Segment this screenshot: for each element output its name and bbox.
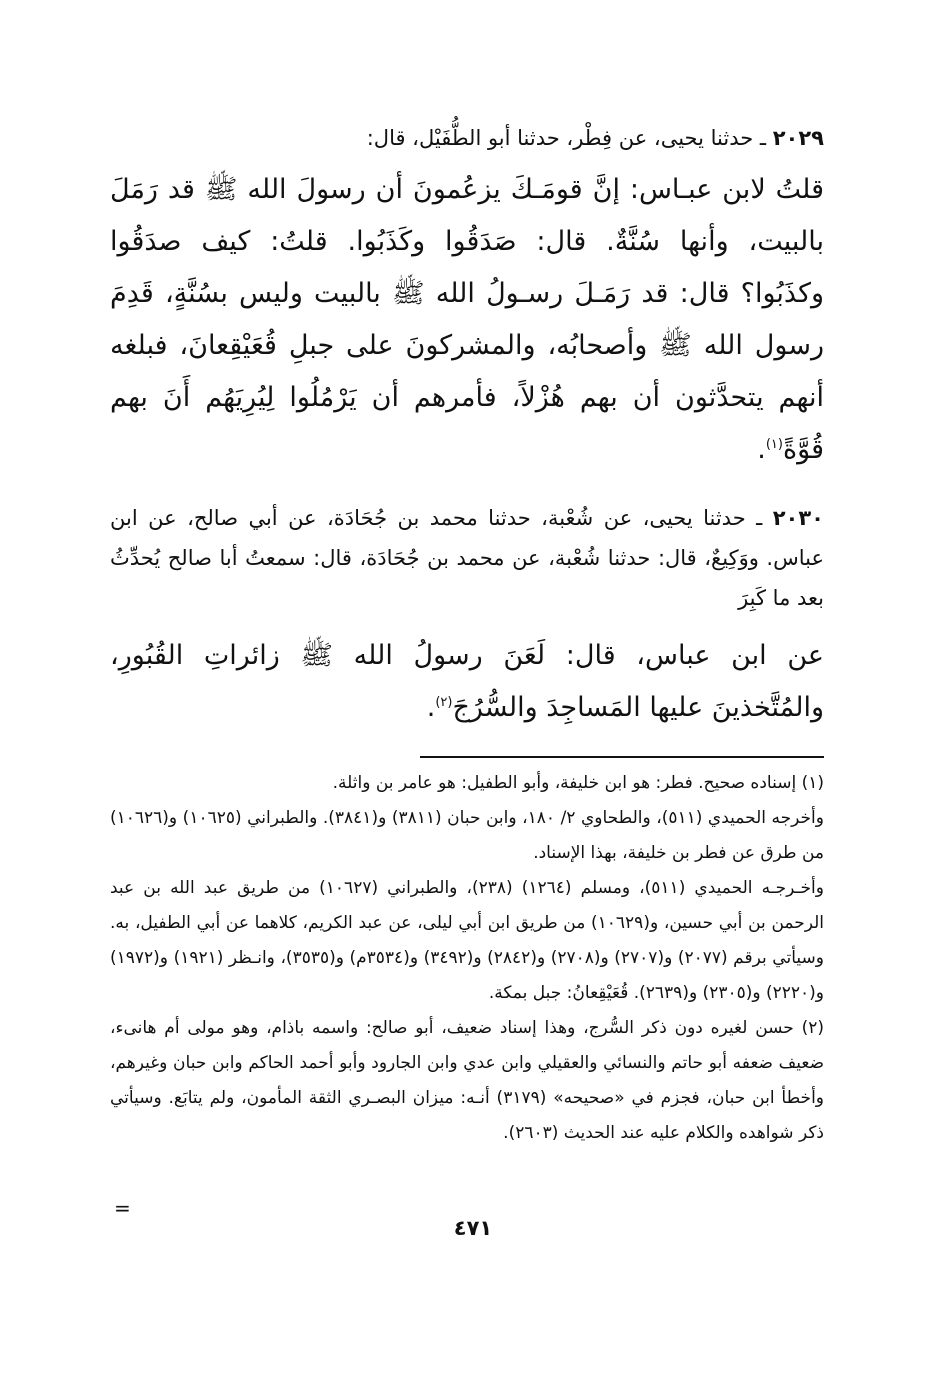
matn-text: عن ابن عباس، قال: لَعَنَ رسولُ الله ﷺ زائراتِ القُبُورِ، والمُتَّخذينَ عليها المَساجِدَ والسُّرُجَ [110,640,824,723]
page-body [110,118,824,1151]
hadith-2030-chain [110,498,824,618]
hadith-number: ٢٠٣٠ [772,506,824,530]
footnote-1-paragraph: وأخـرجـه الحميدي (٥١١)، ومسلم (١٢٦٤) (٢٣٨)، والطبراني (١٠٦٢٧) من طريق عبد الله بن عبد الرحمن بن أبي حسين، و(١٠٦٢٩) من طريق ابن أبي ليلى، عن عبد الكريم، كلاهما عن أبي الطفيل، به. وسيأتي برقم (٢٠٧٧) و(٢٧٠٧) و(٢٧٠٨) و(٢٨٤٢) و(٣٤٩٢) و(٣٥٣٤م) و(٣٥٣٥)، وانـظر (١٩٢١) و(١٩٧٢) و(٢٢٢٠) و(٢٣٠٥) و(٢٦٣٩). قُعَيْقِعانُ: جبل بمكة. [110,878,824,1003]
page-number: ٤٧١ [453,1216,493,1240]
matn-text: قلتُ لابن عبـاس: إنَّ قومَـكَ يزعُمونَ أن رسولَ الله ﷺ قد رَمَلَ بالبيت، وأنها سُنَّةٌ. قال: صَدَقُوا وكَذَبُوا. قلتُ: كيف صدَقُوا وكذَبُوا؟ قال: قد رَمَـلَ رسـولُ الله ﷺ بالبيت وليس بسُنَّةٍ، قَدِمَ رسول الله ﷺ وأصحابُه، والمشركونَ على جبلِ قُعَيْقِعانَ، فبلغه أنهم يتحدَّثون أن بهم هُزْلاً، فأمرهم أن يَرْمُلُوا لِيُرِيَهُم أَنَ بهم قُوَّةً [110,174,824,465]
hadith-2030-text [110,630,824,734]
hadith-number: ٢٠٢٩ [772,126,824,150]
footnote-2-paragraph: (٢) حسن لغيره دون ذكر السُّرج، وهذا إسناد ضعيف، أبو صالح: واسمه باذام، وهو مولى أم هانىء، ضعيف ضعفه أبو حاتم والنسائي والعقيلي وابن عدي وابن الجارود وأبو أحمد الحاكم وابن حبان وغيرهم، وأخطأ ابن حبان، فجزم في «صحيحه» (٣١٧٩) أنـه: ميزان البصـري الثقة المأمون، ولم يتابَع. وسيأتي ذكر شواهده والكلام عليه عند الحديث (٢٦٠٣). [110,1018,825,1143]
footnote-ref: (١) [765,437,783,452]
footnote-separator [420,756,824,758]
footnote-1-line: (١) إسناده صحيح. فطر: هو ابن خليفة، وأبو الطفيل: هو عامر بن واثلة. [332,773,824,793]
chain-text: ـ حدثنا يحيى، عن شُعْبة، حدثنا محمد بن جُحَادَة، عن أبي صالح، [187,506,763,530]
continuation-mark: = [114,1196,131,1220]
hadith-2029-text [110,164,824,476]
footnote-1-paragraph: وأخرجه الحميدي (٥١١)، والطحاوي ٢/ ١٨٠، وابن حبان (٣٨١١) و(٣٨٤١). والطبراني (١٠٦٢٥) و(١٠٦٢٦) من طرق عن فطر بن خليفة، بهذا الإسناد. [110,808,824,863]
hadith-2029-chain [110,118,824,158]
chain-text: ـ حدثنا يحيى، عن فِطْر، حدثنا أبو الطُّفَيْل، قال: [366,126,767,150]
footnotes [110,766,824,1151]
full-stop: . [757,434,766,465]
full-stop: . [426,692,436,723]
chain-text-continued: عن ابن عباس. ووَكِيعٌ، قال: حدثنا شُعْبة، عن محمد بن جُحَادَة، قال: سمعتُ أبا صالح يُحدِّثُ بعد ما كَبِرَ [110,506,824,610]
footnote-ref: (٢) [435,695,453,710]
